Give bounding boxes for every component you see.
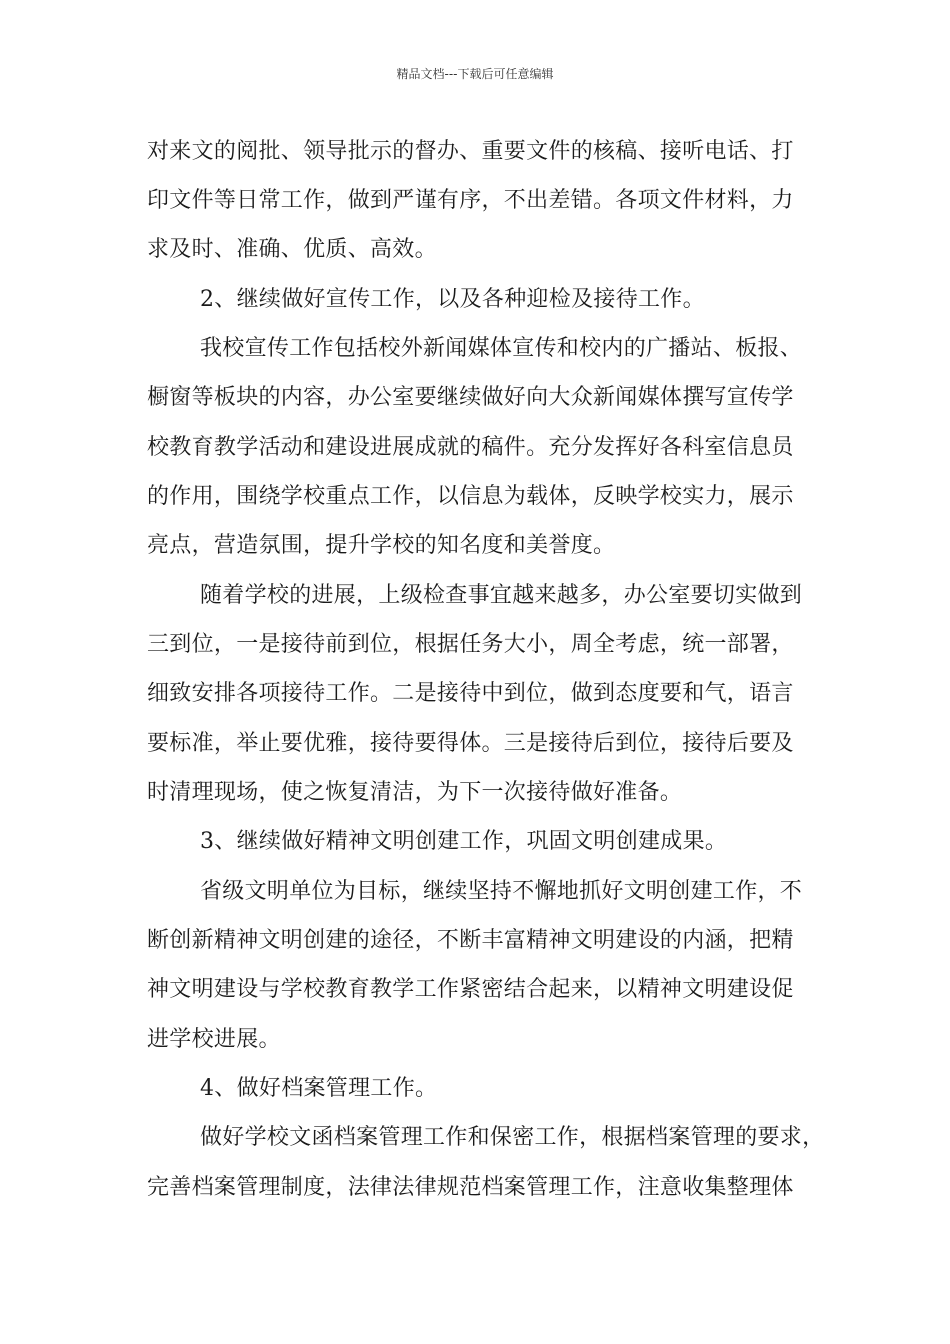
page-header: 精品文档---下载后可任意编辑 <box>396 67 554 81</box>
text-line: 神文明建设与学校教育教学工作紧密结合起来，以精神文明建设促 <box>147 977 794 1002</box>
text-line: 的作用，围绕学校重点工作，以信息为载体，反映学校实力，展示 <box>147 484 794 509</box>
text-line: 进学校进展。 <box>147 1027 281 1052</box>
text-line: 校教育教学活动和建设进展成就的稿件。充分发挥好各科室信息员 <box>147 435 794 460</box>
text-line: 我校宣传工作包括校外新闻媒体宣传和校内的广播站、板报、 <box>200 336 803 361</box>
text-line: 求及时、准确、优质、高效。 <box>147 237 437 262</box>
text-line: 亮点，营造氛围，提升学校的知名度和美誉度。 <box>147 533 616 558</box>
text-line: 2、继续做好宣传工作，以及各种迎检及接待工作。 <box>200 287 705 312</box>
text-line: 4、做好档案管理工作。 <box>200 1076 438 1101</box>
text-line: 细致安排各项接待工作。二是接待中到位，做到态度要和气，语言 <box>147 681 794 706</box>
text-line: 省级文明单位为目标，继续坚持不懈地抓好文明创建工作，不 <box>200 879 803 904</box>
text-line: 要标准，举止要优雅，接待要得体。三是接待后到位，接待后要及 <box>147 731 794 756</box>
text-line: 对来文的阅批、领导批示的督办、重要文件的核稿、接听电话、打 <box>147 139 794 164</box>
text-line: 3、继续做好精神文明创建工作，巩固文明创建成果。 <box>200 829 728 854</box>
text-line: 橱窗等板块的内容，办公室要继续做好向大众新闻媒体撰写宣传学 <box>147 385 794 410</box>
text-line: 随着学校的进展，上级检查事宜越来越多，办公室要切实做到 <box>200 583 803 608</box>
text-line: 时清理现场，使之恢复清洁，为下一次接待做好准备。 <box>147 780 683 805</box>
text-line: 断创新精神文明创建的途径，不断丰富精神文明建设的内涵，把精 <box>147 928 794 953</box>
text-line: 三到位，一是接待前到位，根据任务大小，周全考虑，统一部署， <box>147 632 794 657</box>
text-line: 做好学校文函档案管理工作和保密工作，根据档案管理的要求， <box>200 1125 825 1150</box>
text-line: 印文件等日常工作，做到严谨有序，不出差错。各项文件材料，力 <box>147 188 794 213</box>
text-line: 完善档案管理制度，法律法律规范档案管理工作，注意收集整理体 <box>147 1175 794 1200</box>
